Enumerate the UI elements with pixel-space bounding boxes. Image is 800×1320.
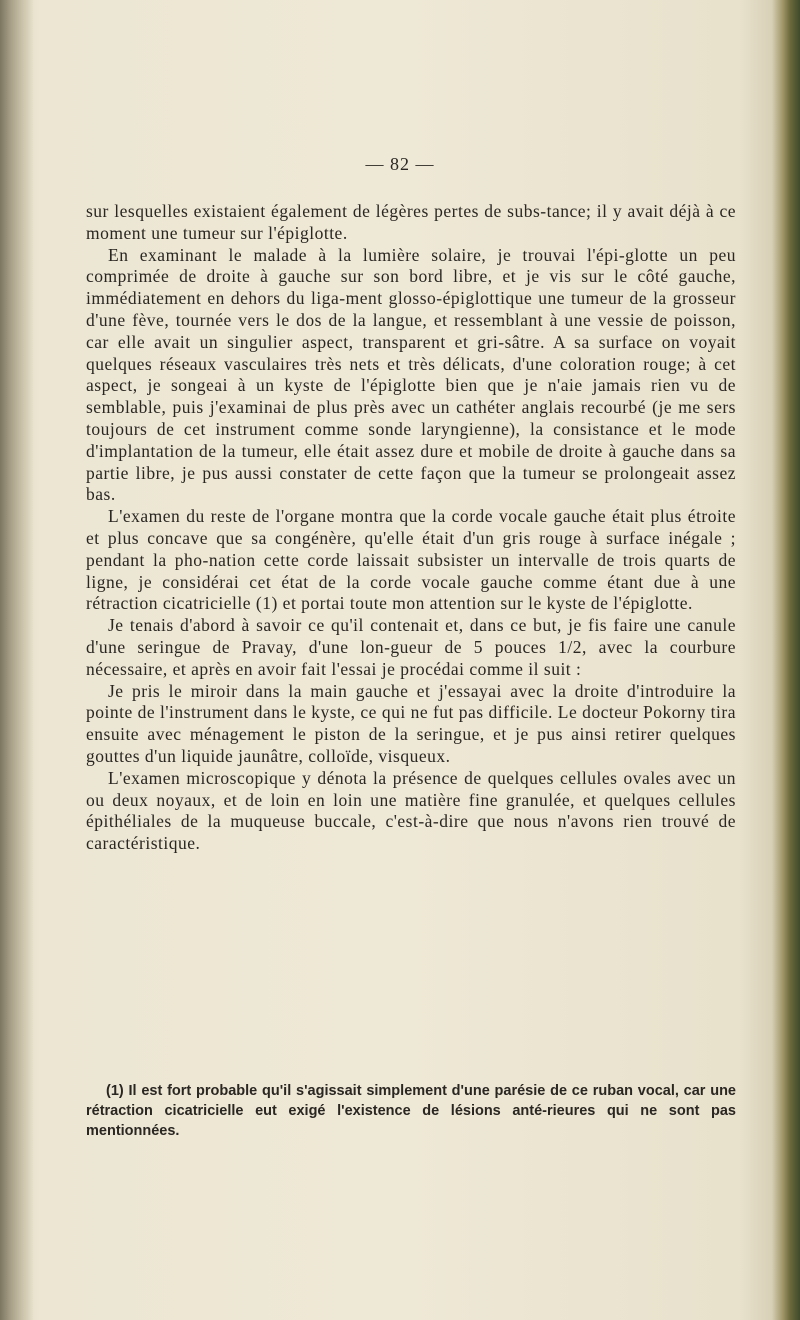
binding-shadow [0, 0, 34, 1320]
body-text [86, 201, 736, 855]
footnote: (1) Il est fort probable qu'il s'agissait simplement d'une parésie de ce ruban vocal, car une rétraction cicatricielle eut exigé l'existence de lésions anté-rieures qui ne sont pas mentionnées. [86, 1083, 736, 1139]
paragraph: L'examen microscopique y dénota la présence de quelques cellules ovales avec un ou deux noyaux, et de loin en loin une matière fine granulée, et quelques cellules épithéliales de la muqueuse buccale, c'est-à-dire que nous n'avons rien trouvé de caractéristique. [86, 767, 736, 854]
paragraph: En examinant le malade à la lumière solaire, je trouvai l'épi-glotte un peu comprimée de droite à gauche sur son bord libre, et je vis sur le côté gauche, immédiatement en dehors du liga-ment glosso-épiglottique une tumeur de la grosseur d'une fève, tournée vers le dos de la langue, et ressemblant à une vessie de poisson, car elle avait un singulier aspect, transparent et gri-sâtre. A sa surface on voyait quelques réseaux vasculaires très nets et très délicats, d'une coloration rouge; à cet aspect, je songeai à un kyste de l'épiglotte bien que je n'aie jamais rien vu de semblable, puis j'examinai de plus près avec un cathéter anglais recourbé (je me sers toujours de cet instrument comme sonde laryngienne), la consistance et le mode d'implantation de la tumeur, elle était assez dure et mobile de droite à gauche dans sa partie libre, je pus aussi constater de cette façon que la tumeur se prolongeait assez bas. [86, 244, 736, 505]
page-edge [772, 0, 800, 1320]
paragraph: sur lesquelles existaient également de légères pertes de subs-tance; il y avait déjà à ce moment une tumeur sur l'épiglotte. [86, 201, 736, 243]
page-number: — 82 — [365, 154, 435, 174]
paragraph: L'examen du reste de l'organe montra que la corde vocale gauche était plus étroite et plus concave que sa congénère, qu'elle était d'un gris rouge à surface inégale ; pendant la pho-nation cette corde laissait subsister un intervalle de trois quarts de ligne, je considérai cet état de la corde vocale gauche comme étant due à une rétraction cicatricielle (1) et portai toute mon attention sur le kyste de l'épiglotte. [86, 506, 736, 614]
paragraph: Je pris le miroir dans la main gauche et j'essayai avec la droite d'introduire la pointe de l'instrument dans le kyste, ce qui ne fut pas difficile. Le docteur Pokorny tira ensuite avec ménagement le piston de la seringue, et je pus ainsi retirer quelques gouttes d'un liquide jaunâtre, colloïde, visqueux. [86, 680, 736, 766]
paragraph: Je tenais d'abord à savoir ce qu'il contenait et, dans ce but, je fis faire une canule d'une seringue de Pravay, d'une lon-gueur de 5 pouces 1/2, avec la courbure nécessaire, et après en avoir fait l'essai je procédai comme il suit : [86, 615, 736, 679]
